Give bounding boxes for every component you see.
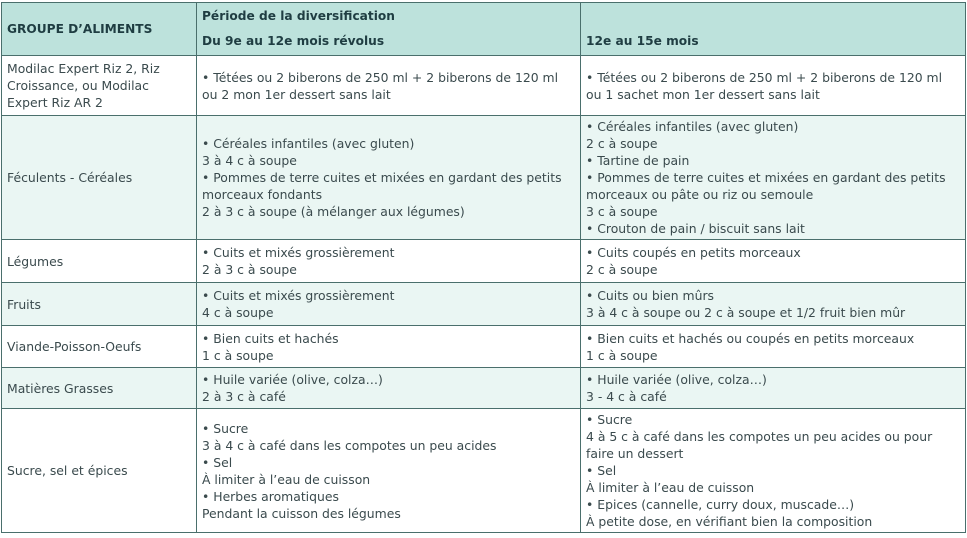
period-label: Période de la diversification bbox=[202, 9, 395, 23]
cell-line: • Crouton de pain / biscuit sans lait bbox=[586, 221, 805, 236]
col2-cell bbox=[581, 326, 966, 368]
group-cell: Sucre, sel et épices bbox=[2, 409, 197, 533]
cell-line: 1 c à soupe bbox=[586, 347, 658, 363]
cell-line: • Céréales infantiles (avec gluten) bbox=[202, 136, 415, 151]
col2-cell bbox=[581, 368, 966, 409]
cell-line: • Cuits ou bien mûrs bbox=[586, 288, 715, 303]
cell-line: • Cuits coupés en petits morceaux bbox=[586, 245, 801, 260]
cell-line: 3 à 4 c à café dans les compotes un peu acides bbox=[202, 437, 497, 453]
cell-line: 2 c à soupe bbox=[586, 136, 658, 151]
cell-line: • Sel bbox=[586, 463, 617, 478]
cell-line: • Sucre bbox=[586, 412, 633, 427]
cell-line: 4 c à soupe bbox=[202, 305, 274, 320]
col1-label: Du 9e au 12e mois révolus bbox=[202, 34, 385, 48]
col2-cell bbox=[581, 56, 966, 116]
cell-line: 1 c à soupe bbox=[202, 347, 274, 363]
col1-cell bbox=[197, 116, 581, 240]
cell-line: • Epices (cannelle, curry doux, muscade…) bbox=[586, 497, 855, 512]
col1-cell bbox=[197, 368, 581, 409]
cell-line: 2 à 3 c à soupe (à mélanger aux légumes) bbox=[202, 204, 465, 219]
cell-line: À limiter à l’eau de cuisson bbox=[202, 471, 371, 487]
period-1-header bbox=[197, 3, 581, 56]
table-row bbox=[2, 283, 966, 326]
cell-line: • Tétées ou 2 biberons de 250 ml + 2 biberons de 120 ml ou 1 sachet mon 1er dessert sans lait bbox=[586, 69, 943, 102]
cell-line: 2 à 3 c à café bbox=[202, 389, 286, 404]
group-cell: Viande-Poisson-Oeufs bbox=[2, 326, 197, 368]
table-row bbox=[2, 409, 966, 533]
cell-line: • Tartine de pain bbox=[586, 153, 690, 168]
cell-line: À limiter à l’eau de cuisson bbox=[586, 480, 755, 495]
cell-line: 2 à 3 c à soupe bbox=[202, 262, 297, 277]
cell-line: • Sucre bbox=[202, 420, 249, 436]
cell-line: 2 c à soupe bbox=[586, 262, 658, 277]
cell-line: • Cuits et mixés grossièrement bbox=[202, 245, 395, 260]
table-row bbox=[2, 56, 966, 116]
col2-cell bbox=[581, 409, 966, 533]
cell-line: • Huile variée (olive, colza…) bbox=[586, 372, 767, 387]
cell-line: • Herbes aromatiques bbox=[202, 488, 339, 504]
cell-line: • Bien cuits et hachés bbox=[202, 330, 339, 346]
group-cell: Fruits bbox=[2, 283, 197, 326]
table-row bbox=[2, 368, 966, 409]
col1-cell bbox=[197, 283, 581, 326]
cell-line: • Sel bbox=[202, 454, 233, 470]
col2-label: 12e au 15e mois bbox=[586, 34, 699, 48]
cell-line: • Tétées ou 2 biberons de 250 ml + 2 biberons de 120 ml ou 2 mon 1er dessert sans lait bbox=[202, 69, 559, 102]
col2-cell bbox=[581, 283, 966, 326]
col1-cell bbox=[197, 409, 581, 533]
col2-cell bbox=[581, 240, 966, 283]
group-cell: Féculents - Céréales bbox=[2, 116, 197, 240]
table-row bbox=[2, 240, 966, 283]
col1-cell bbox=[197, 56, 581, 116]
cell-line: • Pommes de terre cuites et mixées en gardant des petits morceaux ou pâte ou riz ou semoule bbox=[586, 170, 946, 202]
col1-cell bbox=[197, 326, 581, 368]
header-row bbox=[2, 3, 966, 56]
cell-line: 3 à 4 c à soupe bbox=[202, 153, 297, 168]
period-2-header bbox=[581, 3, 966, 56]
cell-line: 3 c à soupe bbox=[586, 204, 658, 219]
table-row bbox=[2, 116, 966, 240]
cell-line: Pendant la cuisson des légumes bbox=[202, 505, 401, 521]
cell-line: • Bien cuits et hachés ou coupés en petits morceaux bbox=[586, 330, 915, 346]
group-cell: Matières Grasses bbox=[2, 368, 197, 409]
table-row bbox=[2, 326, 966, 368]
group-cell: Légumes bbox=[2, 240, 197, 283]
col2-cell bbox=[581, 116, 966, 240]
diversification-table bbox=[1, 2, 966, 533]
cell-line: 3 - 4 c à café bbox=[586, 389, 667, 404]
col1-cell bbox=[197, 240, 581, 283]
cell-line: • Huile variée (olive, colza…) bbox=[202, 372, 383, 387]
cell-line: 3 à 4 c à soupe ou 2 c à soupe et 1/2 fruit bien mûr bbox=[586, 305, 906, 320]
cell-line: • Cuits et mixés grossièrement bbox=[202, 288, 395, 303]
cell-line: • Céréales infantiles (avec gluten) bbox=[586, 119, 799, 134]
cell-line: 4 à 5 c à café dans les compotes un peu acides ou pour faire un dessert bbox=[586, 429, 933, 461]
cell-line: • Pommes de terre cuites et mixées en gardant des petits morceaux fondants bbox=[202, 170, 562, 202]
group-header: GROUPE D’ALIMENTS bbox=[2, 3, 197, 56]
cell-line: À petite dose, en vérifiant bien la composition bbox=[586, 514, 873, 529]
group-cell: Modilac Expert Riz 2, Riz Croissance, ou Modilac Expert Riz AR 2 bbox=[2, 56, 197, 116]
